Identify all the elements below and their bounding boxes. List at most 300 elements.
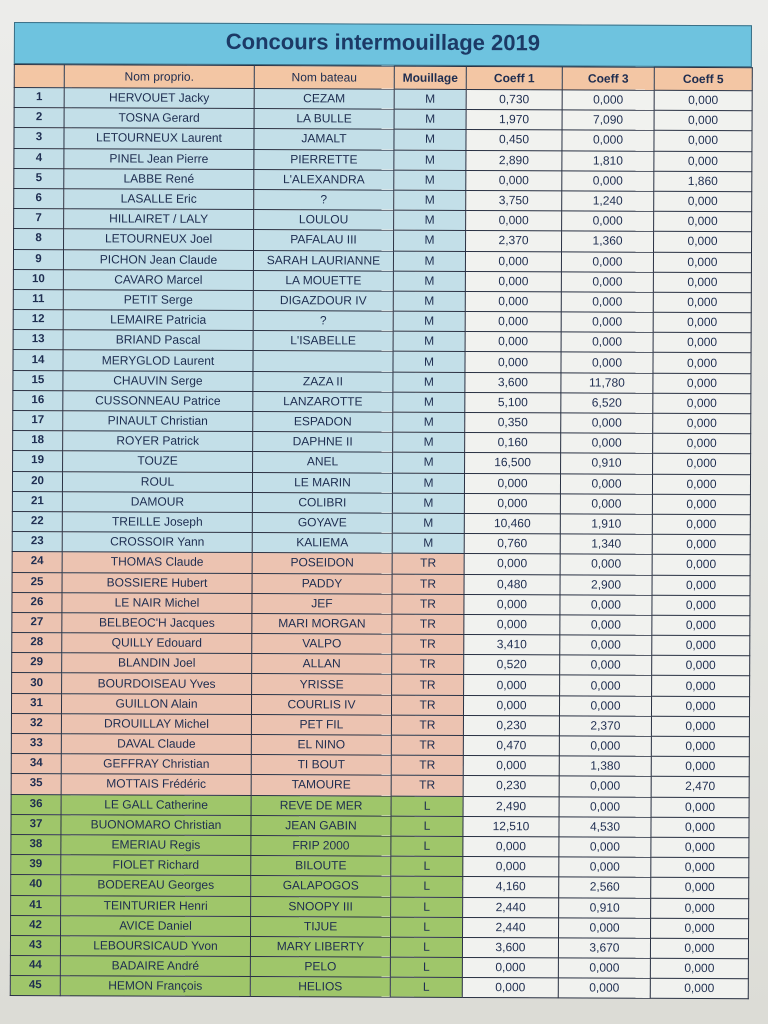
mooring-type: M [394, 109, 466, 130]
coeff1-value: 0,450 [466, 130, 562, 151]
boat-name: POSEIDON [252, 553, 392, 574]
coeff5-value: 0,000 [652, 514, 750, 535]
row-number: 11 [13, 289, 63, 309]
mooring-type: M [392, 493, 464, 514]
row-number: 42 [11, 915, 61, 935]
coeff5-value: 0,000 [651, 837, 749, 858]
owner-name: MERYGLOD Laurent [63, 350, 253, 371]
coeff5-value: 0,000 [652, 494, 750, 515]
coeff3-value: 0,000 [559, 796, 651, 817]
boat-name: TAMOURE [251, 775, 391, 796]
table-row [12, 552, 750, 575]
owner-name: MOTTAIS Frédéric [61, 774, 251, 795]
boat-name: LANZAROTTE [253, 391, 393, 412]
owner-name: BLANDIN Joel [62, 653, 252, 674]
coeff5-value: 0,000 [654, 131, 752, 152]
owner-name: LE GALL Catherine [61, 794, 251, 815]
row-number: 14 [13, 350, 63, 370]
table-row [13, 350, 751, 373]
owner-name: DROUILLAY Michel [61, 714, 251, 735]
owner-name: BUONOMARO Christian [61, 814, 251, 835]
header-coeff1: Coeff 1 [466, 66, 562, 89]
coeff5-value: 0,000 [653, 252, 751, 273]
coeff1-value: 0,760 [464, 534, 560, 555]
row-number: 27 [12, 612, 62, 632]
coeff3-value: 0,000 [560, 554, 652, 575]
owner-name: LE NAIR Michel [62, 592, 252, 613]
boat-name: PAFALAU III [254, 230, 394, 251]
coeff1-value: 0,000 [465, 251, 561, 272]
table-row [11, 875, 749, 898]
mooring-type: M [393, 453, 465, 474]
owner-name: PINEL Jean Pierre [64, 148, 254, 169]
coeff3-value: 0,000 [558, 978, 650, 999]
coeff1-value: 16,500 [465, 453, 561, 474]
coeff3-value: 0,000 [560, 473, 652, 494]
row-number: 31 [11, 693, 61, 713]
mooring-type: M [393, 432, 465, 453]
table-row [12, 633, 750, 656]
row-number: 43 [10, 935, 60, 955]
coeff5-value: 0,000 [654, 110, 752, 131]
row-number: 6 [14, 188, 64, 208]
row-number: 15 [13, 370, 63, 390]
owner-name: LASALLE Eric [64, 189, 254, 210]
boat-name: KALIEMA [252, 533, 392, 554]
coeff3-value: 0,000 [561, 433, 653, 454]
coeff3-value: 0,000 [561, 251, 653, 272]
coeff5-value: 0,000 [653, 413, 751, 434]
row-number: 38 [11, 834, 61, 854]
mooring-type: L [390, 957, 462, 978]
coeff1-value: 0,230 [463, 776, 559, 797]
boat-name: PELO [250, 957, 390, 978]
table-row [10, 976, 748, 999]
row-number: 33 [11, 733, 61, 753]
row-number: 20 [12, 471, 62, 491]
row-number: 37 [11, 814, 61, 834]
coeff1-value: 3,410 [464, 635, 560, 656]
coeff3-value: 0,000 [560, 675, 652, 696]
boat-name: MARY LIBERTY [250, 936, 390, 957]
row-number: 28 [12, 633, 62, 653]
boat-name: LOULOU [254, 210, 394, 231]
owner-name: ROYER Patrick [63, 431, 253, 452]
row-number: 32 [11, 713, 61, 733]
coeff1-value: 0,000 [463, 756, 559, 777]
mooring-type: TR [392, 553, 464, 574]
coeff1-value: 3,750 [466, 190, 562, 211]
boat-name: PET FIL [251, 714, 391, 735]
row-number: 19 [13, 451, 63, 471]
row-number: 39 [11, 855, 61, 875]
boat-name: COLIBRI [252, 492, 392, 513]
coeff5-value: 0,000 [651, 878, 749, 899]
coeff1-value: 0,480 [464, 574, 560, 595]
row-number: 17 [13, 410, 63, 430]
row-number: 24 [12, 552, 62, 572]
row-number: 16 [13, 390, 63, 410]
row-number: 12 [13, 310, 63, 330]
coeff5-value: 0,000 [653, 373, 751, 394]
coeff1-value: 0,000 [465, 291, 561, 312]
mooring-type: M [394, 230, 466, 251]
owner-name: BODEREAU Georges [61, 875, 251, 896]
table-row [11, 794, 749, 817]
owner-name: LEBOURSICAUD Yvon [60, 936, 250, 957]
row-number: 2 [14, 108, 64, 128]
coeff1-value: 0,000 [464, 554, 560, 575]
row-number: 13 [13, 330, 63, 350]
coeff1-value: 0,000 [463, 836, 559, 857]
row-number: 21 [12, 491, 62, 511]
coeff3-value: 1,810 [562, 150, 654, 171]
table-row [12, 612, 750, 635]
boat-name: GOYAVE [252, 512, 392, 533]
boat-name: JEAN GABIN [251, 815, 391, 836]
coeff3-value: 0,000 [560, 494, 652, 515]
mooring-type: TR [391, 755, 463, 776]
mooring-type: M [393, 311, 465, 332]
owner-name: GUILLON Alain [61, 693, 251, 714]
mooring-type: TR [392, 675, 464, 696]
coeff3-value: 0,000 [559, 776, 651, 797]
boat-name: TI BOUT [251, 755, 391, 776]
coeff3-value: 0,000 [561, 352, 653, 373]
table-row [13, 410, 751, 433]
coeff1-value: 0,000 [463, 695, 559, 716]
coeff3-value: 2,370 [559, 716, 651, 737]
coeff5-value: 0,000 [650, 958, 748, 979]
mooring-type: M [392, 513, 464, 534]
owner-name: CAVARO Marcel [63, 269, 253, 290]
coeff3-value: 0,000 [560, 615, 652, 636]
boat-name: FRIP 2000 [251, 835, 391, 856]
coeff3-value: 4,530 [559, 817, 651, 838]
mooring-type: TR [391, 776, 463, 797]
coeff5-value: 0,000 [651, 857, 749, 878]
table-row [11, 855, 749, 878]
mooring-type: M [394, 210, 466, 231]
table-row [11, 774, 749, 797]
boat-name: L'ALEXANDRA [254, 169, 394, 190]
header-num [14, 65, 64, 88]
table-row [11, 693, 749, 716]
boat-name: EL NINO [251, 735, 391, 756]
row-number: 40 [11, 875, 61, 895]
coeff5-value: 0,000 [650, 979, 748, 1000]
coeff1-value: 5,100 [465, 392, 561, 413]
mooring-type: M [394, 170, 466, 191]
boat-name: CEZAM [254, 89, 394, 110]
owner-name: TEINTURIER Henri [61, 895, 251, 916]
coeff1-value: 1,970 [466, 110, 562, 131]
owner-name: FIOLET Richard [61, 855, 251, 876]
mooring-type: M [392, 473, 464, 494]
boat-name: ESPADON [253, 412, 393, 433]
coeff3-value: 1,240 [562, 191, 654, 212]
coeff3-value: 0,910 [559, 897, 651, 918]
row-number: 23 [12, 532, 62, 552]
coeff5-value: 0,000 [651, 797, 749, 818]
coeff1-value: 0,000 [466, 170, 562, 191]
results-table [10, 64, 753, 1000]
coeff3-value: 0,000 [559, 857, 651, 878]
coeff1-value: 0,000 [462, 958, 558, 979]
coeff1-value: 0,000 [463, 857, 559, 878]
mooring-type: M [394, 190, 466, 211]
coeff5-value: 0,000 [654, 90, 752, 111]
row-number: 1 [14, 88, 64, 108]
score-document [10, 22, 752, 1000]
coeff1-value: 0,000 [465, 312, 561, 333]
coeff5-value: 0,000 [652, 555, 750, 576]
owner-name: CROSSOIR Yann [62, 532, 252, 553]
table-row [14, 168, 752, 191]
boat-name: LA MOUETTE [253, 270, 393, 291]
coeff3-value: 0,000 [558, 958, 650, 979]
table-row [12, 673, 750, 696]
table-row [13, 310, 751, 333]
coeff5-value: 0,000 [652, 534, 750, 555]
coeff5-value: 0,000 [653, 272, 751, 293]
mooring-type: TR [392, 634, 464, 655]
mooring-type: M [394, 89, 466, 110]
coeff1-value: 3,600 [462, 937, 558, 958]
coeff1-value: 0,000 [465, 271, 561, 292]
coeff1-value: 0,000 [464, 473, 560, 494]
owner-name: LEMAIRE Patricia [63, 310, 253, 331]
coeff1-value: 4,160 [463, 877, 559, 898]
mooring-type: TR [392, 654, 464, 675]
coeff3-value: 0,000 [562, 211, 654, 232]
coeff5-value: 0,000 [652, 635, 750, 656]
coeff5-value: 0,000 [654, 191, 752, 212]
boat-name: BILOUTE [251, 856, 391, 877]
coeff3-value: 11,780 [561, 373, 653, 394]
coeff5-value: 0,000 [653, 312, 751, 333]
coeff5-value: 0,000 [654, 232, 752, 253]
owner-name: TREILLE Joseph [62, 512, 252, 533]
table-row [10, 935, 748, 958]
coeff1-value: 0,000 [462, 978, 558, 999]
row-number: 10 [13, 269, 63, 289]
coeff3-value: 3,670 [558, 938, 650, 959]
header-owner: Nom proprio. [64, 65, 254, 89]
table-body [10, 88, 752, 1000]
coeff5-value: 0,000 [653, 292, 751, 313]
boat-name: L'ISABELLE [253, 331, 393, 352]
coeff1-value: 0,230 [463, 715, 559, 736]
coeff3-value: 0,000 [559, 696, 651, 717]
owner-name: CUSSONNEAU Patrice [63, 391, 253, 412]
owner-name: BOURDOISEAU Yves [62, 673, 252, 694]
table-header-row [14, 65, 752, 91]
owner-name: HERVOUET Jacky [64, 88, 254, 109]
row-number: 35 [11, 774, 61, 794]
mooring-type: L [391, 917, 463, 938]
coeff3-value: 1,340 [560, 534, 652, 555]
table-row [14, 108, 752, 131]
owner-name: BOSSIERE Hubert [62, 572, 252, 593]
owner-name: HEMON François [60, 976, 250, 997]
mooring-type: TR [392, 574, 464, 595]
table-row [11, 754, 749, 777]
owner-name: BADAIRE André [60, 956, 250, 977]
coeff3-value: 0,000 [560, 655, 652, 676]
mooring-type: L [391, 876, 463, 897]
table-row [13, 370, 751, 393]
coeff5-value: 0,000 [652, 615, 750, 636]
table-row [13, 330, 751, 353]
owner-name: DAMOUR [62, 491, 252, 512]
coeff1-value: 12,510 [463, 816, 559, 837]
page-title: Concours intermouillage 2019 [14, 22, 752, 67]
mooring-type: L [391, 856, 463, 877]
table-row [12, 511, 750, 534]
mooring-type: L [391, 897, 463, 918]
mooring-type: M [393, 271, 465, 292]
mooring-type: M [393, 412, 465, 433]
coeff5-value: 0,000 [651, 898, 749, 919]
owner-name: BELBEOC'H Jacques [62, 613, 252, 634]
owner-name: QUILLY Edouard [62, 633, 252, 654]
mooring-type: M [393, 251, 465, 272]
mooring-type: L [390, 977, 462, 998]
boat-name: HELIOS [250, 977, 390, 998]
boat-name: YRISSE [252, 674, 392, 695]
coeff5-value: 0,000 [652, 474, 750, 495]
table-row [14, 88, 752, 111]
mooring-type: M [393, 291, 465, 312]
table-row [14, 148, 752, 171]
coeff5-value: 0,000 [651, 817, 749, 838]
boat-name: PADDY [252, 573, 392, 594]
coeff5-value: 0,000 [650, 938, 748, 959]
table-row [12, 572, 750, 595]
table-row [12, 653, 750, 676]
coeff3-value: 7,090 [562, 110, 654, 131]
boat-name [253, 351, 393, 372]
mooring-type: M [393, 331, 465, 352]
mooring-type: L [391, 796, 463, 817]
coeff1-value: 0,000 [464, 614, 560, 635]
coeff3-value: 0,000 [561, 272, 653, 293]
table-row [13, 390, 751, 413]
coeff3-value: 6,520 [561, 393, 653, 414]
row-number: 29 [12, 653, 62, 673]
coeff1-value: 0,350 [465, 412, 561, 433]
boat-name: ? [253, 311, 393, 332]
boat-name: PIERRETTE [254, 149, 394, 170]
coeff3-value: 0,000 [562, 171, 654, 192]
coeff1-value: 0,000 [466, 211, 562, 232]
coeff5-value: 0,000 [651, 918, 749, 939]
table-row [11, 814, 749, 837]
mooring-type: L [391, 836, 463, 857]
coeff3-value: 1,380 [559, 756, 651, 777]
mooring-type: M [393, 392, 465, 413]
owner-name: CHAUVIN Serge [63, 370, 253, 391]
coeff1-value: 0,160 [465, 433, 561, 454]
coeff3-value: 0,000 [561, 413, 653, 434]
coeff5-value: 1,860 [654, 171, 752, 192]
boat-name: DIGAZDOUR IV [253, 290, 393, 311]
row-number: 5 [14, 168, 64, 188]
coeff3-value: 1,910 [560, 514, 652, 535]
row-number: 22 [12, 511, 62, 531]
coeff3-value: 0,000 [561, 292, 653, 313]
coeff1-value: 0,000 [465, 332, 561, 353]
boat-name: JEF [252, 593, 392, 614]
table-row [11, 834, 749, 857]
boat-name: GALAPOGOS [251, 876, 391, 897]
boat-name: VALPO [252, 634, 392, 655]
header-mooring: Mouillage [394, 66, 466, 89]
boat-name: MARI MORGAN [252, 613, 392, 634]
table-row [13, 431, 751, 454]
coeff1-value: 10,460 [464, 513, 560, 534]
owner-name: PETIT Serge [63, 290, 253, 311]
coeff3-value: 0,000 [559, 837, 651, 858]
row-number: 3 [14, 128, 64, 148]
table-row [14, 128, 752, 151]
coeff1-value: 2,490 [463, 796, 559, 817]
mooring-type: M [392, 533, 464, 554]
row-number: 25 [12, 572, 62, 592]
coeff3-value: 0,000 [559, 736, 651, 757]
coeff5-value: 0,000 [653, 433, 751, 454]
coeff5-value: 0,000 [653, 353, 751, 374]
mooring-type: M [394, 150, 466, 171]
coeff3-value: 2,900 [560, 574, 652, 595]
row-number: 4 [14, 148, 64, 168]
coeff5-value: 0,000 [652, 595, 750, 616]
boat-name: COURLIS IV [251, 694, 391, 715]
table-row [11, 713, 749, 736]
coeff5-value: 0,000 [654, 151, 752, 172]
row-number: 7 [14, 209, 64, 229]
owner-name: LETOURNEUX Joel [64, 229, 254, 250]
table-row [14, 209, 752, 232]
mooring-type: M [393, 352, 465, 373]
row-number: 36 [11, 794, 61, 814]
header-boat: Nom bateau [254, 66, 394, 90]
owner-name: BRIAND Pascal [63, 330, 253, 351]
owner-name: THOMAS Claude [62, 552, 252, 573]
coeff5-value: 0,000 [652, 676, 750, 697]
boat-name: ZAZA II [253, 371, 393, 392]
table-row [11, 895, 749, 918]
table-row [14, 229, 752, 252]
coeff3-value: 0,910 [561, 453, 653, 474]
owner-name: PINAULT Christian [63, 411, 253, 432]
row-number: 30 [12, 673, 62, 693]
mooring-type: L [391, 816, 463, 837]
boat-name: LE MARIN [252, 472, 392, 493]
row-number: 8 [14, 229, 64, 249]
row-number: 44 [10, 956, 60, 976]
coeff1-value: 0,520 [464, 655, 560, 676]
coeff1-value: 2,440 [463, 917, 559, 938]
coeff3-value: 0,000 [562, 90, 654, 111]
row-number: 9 [13, 249, 63, 269]
boat-name: ALLAN [252, 654, 392, 675]
table-row [11, 733, 749, 756]
coeff5-value: 0,000 [651, 696, 749, 717]
mooring-type: M [393, 372, 465, 393]
mooring-type: L [390, 937, 462, 958]
